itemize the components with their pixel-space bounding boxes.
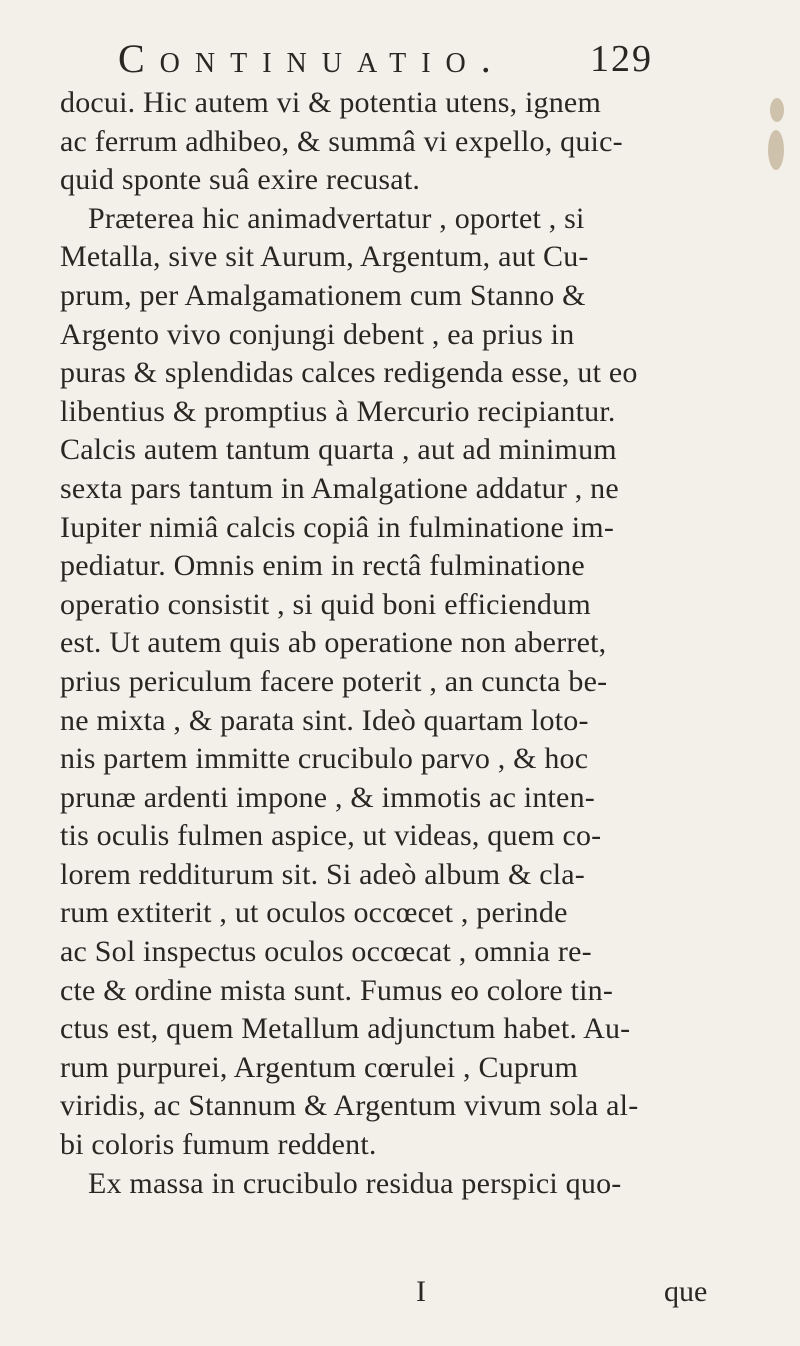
catchword: que <box>664 1275 708 1308</box>
text-line: Calcis autem tantum quarta , aut ad minimum <box>60 433 617 467</box>
text-line: libentius & promptius à Mercurio recipiantur. <box>60 394 616 428</box>
paper-stain <box>770 98 784 122</box>
text-line: Iupiter nimiâ calcis copiâ in fulminatione im- <box>60 510 615 544</box>
text-line: Ex massa in crucibulo residua perspici quo- <box>88 1166 622 1200</box>
text-line: est. Ut autem quis ab operatione non aberret, <box>60 626 607 660</box>
text-line: quid sponte suâ exire recusat. <box>60 163 421 197</box>
text-line: docui. Hic autem vi & potentia utens, ignem <box>60 86 601 119</box>
text-line: ctus est, quem Metallum adjunctum habet. Au- <box>60 1012 631 1046</box>
text-line: ac Sol inspectus oculos occœcat , omnia re- <box>60 935 592 969</box>
page-footer <box>0 1272 800 1312</box>
page-header <box>0 34 800 84</box>
text-line: prum, per Amalgamationem cum Stanno & <box>60 278 586 312</box>
text-line: cte & ordine mista sunt. Fumus eo colore tin- <box>60 973 614 1007</box>
text-line: Metalla, sive sit Aurum, Argentum, aut Cu- <box>60 240 589 274</box>
page-number: 129 <box>590 38 653 80</box>
text-line: puras & splendidas calces redigenda esse, ut eo <box>60 356 638 390</box>
text-line: operatio consistit , si quid boni efficiendum <box>60 587 591 621</box>
running-title: Continuatio. <box>118 36 506 81</box>
text-line: Præterea hic animadvertatur , oportet , si <box>88 201 585 235</box>
text-line: tis oculis fulmen aspice, ut videas, quem co- <box>60 819 602 853</box>
text-line: pediatur. Omnis enim in rectâ fulminatione <box>60 549 585 583</box>
text-line: rum purpurei, Argentum cœrulei , Cuprum <box>60 1050 578 1084</box>
text-line: ne mixta , & parata sint. Ideò quartam loto- <box>60 703 589 737</box>
signature-mark: I <box>416 1275 426 1308</box>
text-line: viridis, ac Stannum & Argentum vivum sola al- <box>60 1089 639 1123</box>
body-text <box>60 84 760 1203</box>
text-line: nis partem immitte crucibulo parvo , & hoc <box>60 742 589 776</box>
text-line: sexta pars tantum in Amalgatione addatur , ne <box>60 471 619 505</box>
text-line: prius periculum facere poterit , an cuncta be- <box>60 664 608 698</box>
text-line: Argento vivo conjungi debent , ea prius in <box>60 317 575 351</box>
text-line: bi coloris fumum reddent. <box>60 1128 377 1162</box>
paper-stain <box>768 130 784 170</box>
text-line: rum extiterit , ut oculos occœcet , perinde <box>60 896 568 930</box>
text-line: ac ferrum adhibeo, & summâ vi expello, quic- <box>60 124 623 158</box>
text-line: lorem redditurum sit. Si adeò album & cla- <box>60 857 585 891</box>
text-line: prunæ ardenti impone , & immotis ac inten- <box>60 780 595 814</box>
